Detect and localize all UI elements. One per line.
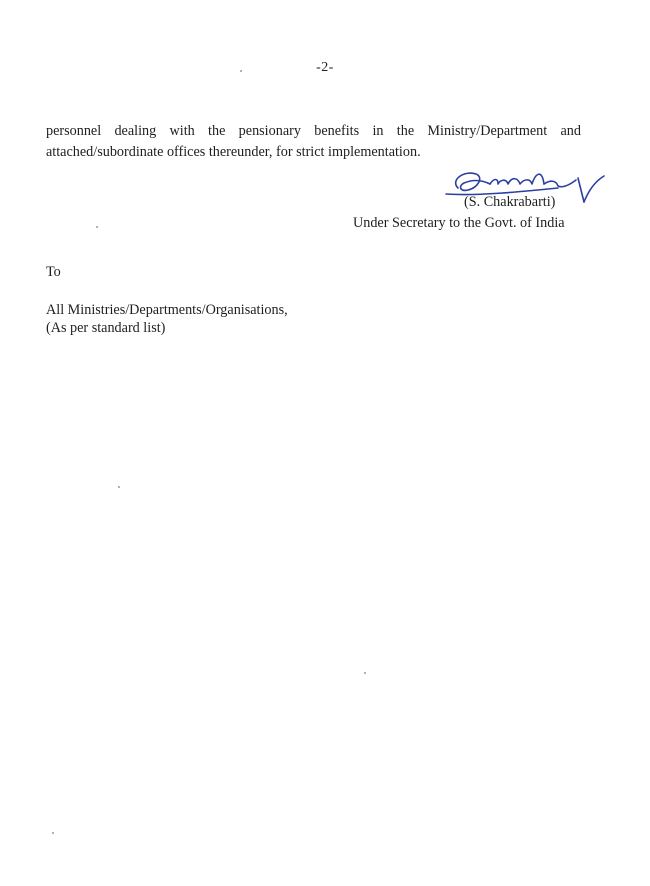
addressee-line-1: All Ministries/Departments/Organisations,	[46, 302, 288, 318]
signatory-designation: Under Secretary to the Govt. of India	[353, 215, 565, 231]
scan-speck	[240, 70, 242, 72]
body-line-1: personnel dealing with the pensionary benefits in the Ministry/Department and	[46, 123, 581, 139]
body-line-2: attached/subordinate offices thereunder, for strict implementation.	[46, 144, 421, 160]
addressee-line-2: (As per standard list)	[46, 320, 166, 336]
body-paragraph	[46, 121, 581, 163]
scan-speck	[118, 486, 120, 488]
signatory-name: (S. Chakrabarti)	[464, 194, 556, 210]
scan-speck	[364, 672, 366, 674]
scan-speck	[96, 226, 98, 228]
to-label: To	[46, 264, 61, 280]
page-number: -2-	[316, 60, 334, 75]
scan-speck	[52, 832, 54, 834]
